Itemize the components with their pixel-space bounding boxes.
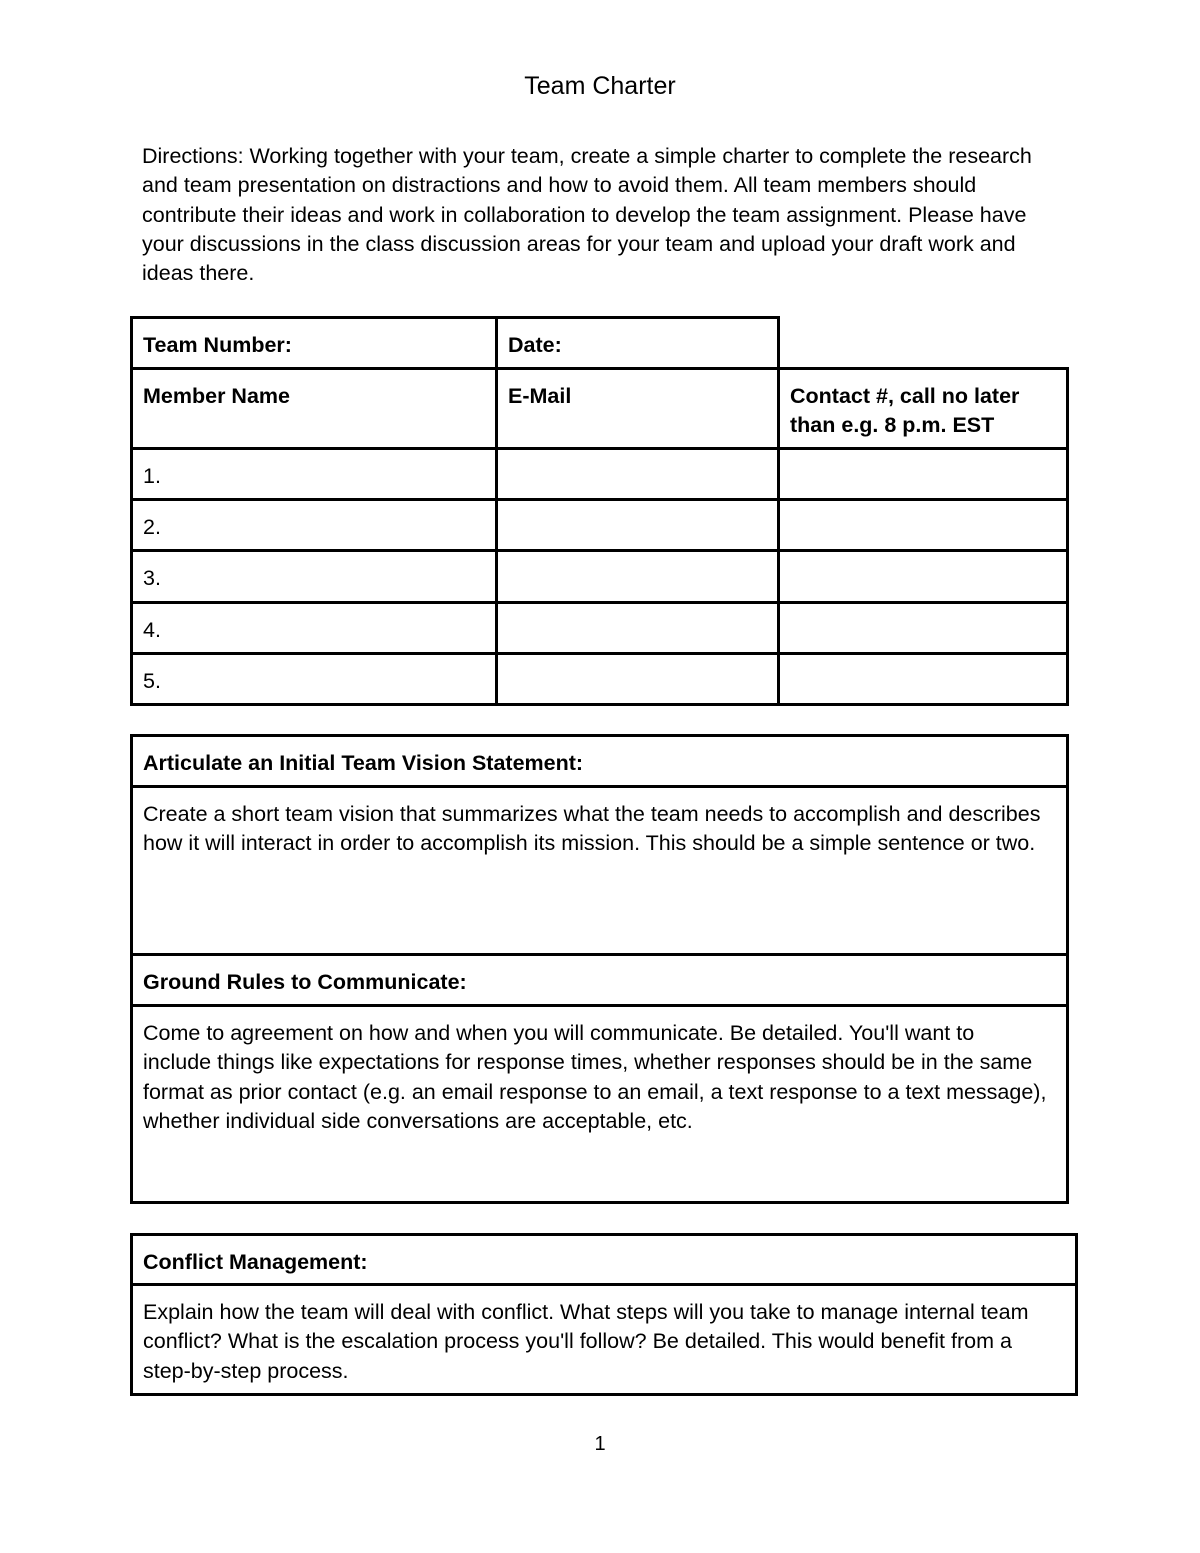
team-number-label: Team Number: — [143, 333, 292, 357]
member-row-2: 2. — [143, 515, 161, 539]
ground-rules-body: Come to agreement on how and when you will communicate. Be detailed. You'll want to include things like expectations for response times, whether responses should be in the same format as prior contact (e.g. an email response to an email, a text response to a text message), whether individual side conversations are acceptable, etc. — [143, 1021, 1047, 1133]
header-email: E-Mail — [508, 384, 572, 408]
conflict-body: Explain how the team will deal with conflict. What steps will you take to manage internal team conflict? What is the escalation process you'll follow? Be detailed. This would benefit from a step-by-step process. — [143, 1300, 1029, 1383]
header-member-name: Member Name — [143, 384, 290, 408]
vision-body: Create a short team vision that summarizes what the team needs to accomplish and describes how it will interact in order to accomplish its mission. This should be a simple sentence or two. — [143, 802, 1041, 856]
document-title: Team Charter — [524, 72, 676, 100]
ground-rules-heading: Ground Rules to Communicate: — [143, 970, 467, 994]
date-label: Date: — [508, 333, 562, 357]
vision-heading: Articulate an Initial Team Vision Statement: — [143, 751, 584, 775]
conflict-heading: Conflict Management: — [143, 1250, 368, 1274]
member-row-5: 5. — [143, 669, 161, 693]
directions-text: Directions: Working together with your team, create a simple charter to complete the research and team presentation on distractions and how to avoid them. All team members should contribute their ideas and work in collaboration to develop the team assignment. Please have your discussions in the class discussion areas for your team and upload your draft work and ideas there. — [142, 144, 1032, 286]
page-number: 1 — [594, 1433, 606, 1455]
divider — [495, 367, 498, 706]
member-row-4: 4. — [143, 618, 161, 642]
member-row-1: 1. — [143, 464, 161, 488]
header-contact: Contact #, call no later than e.g. 8 p.m. EST — [790, 384, 1020, 437]
member-row-3: 3. — [143, 566, 161, 590]
